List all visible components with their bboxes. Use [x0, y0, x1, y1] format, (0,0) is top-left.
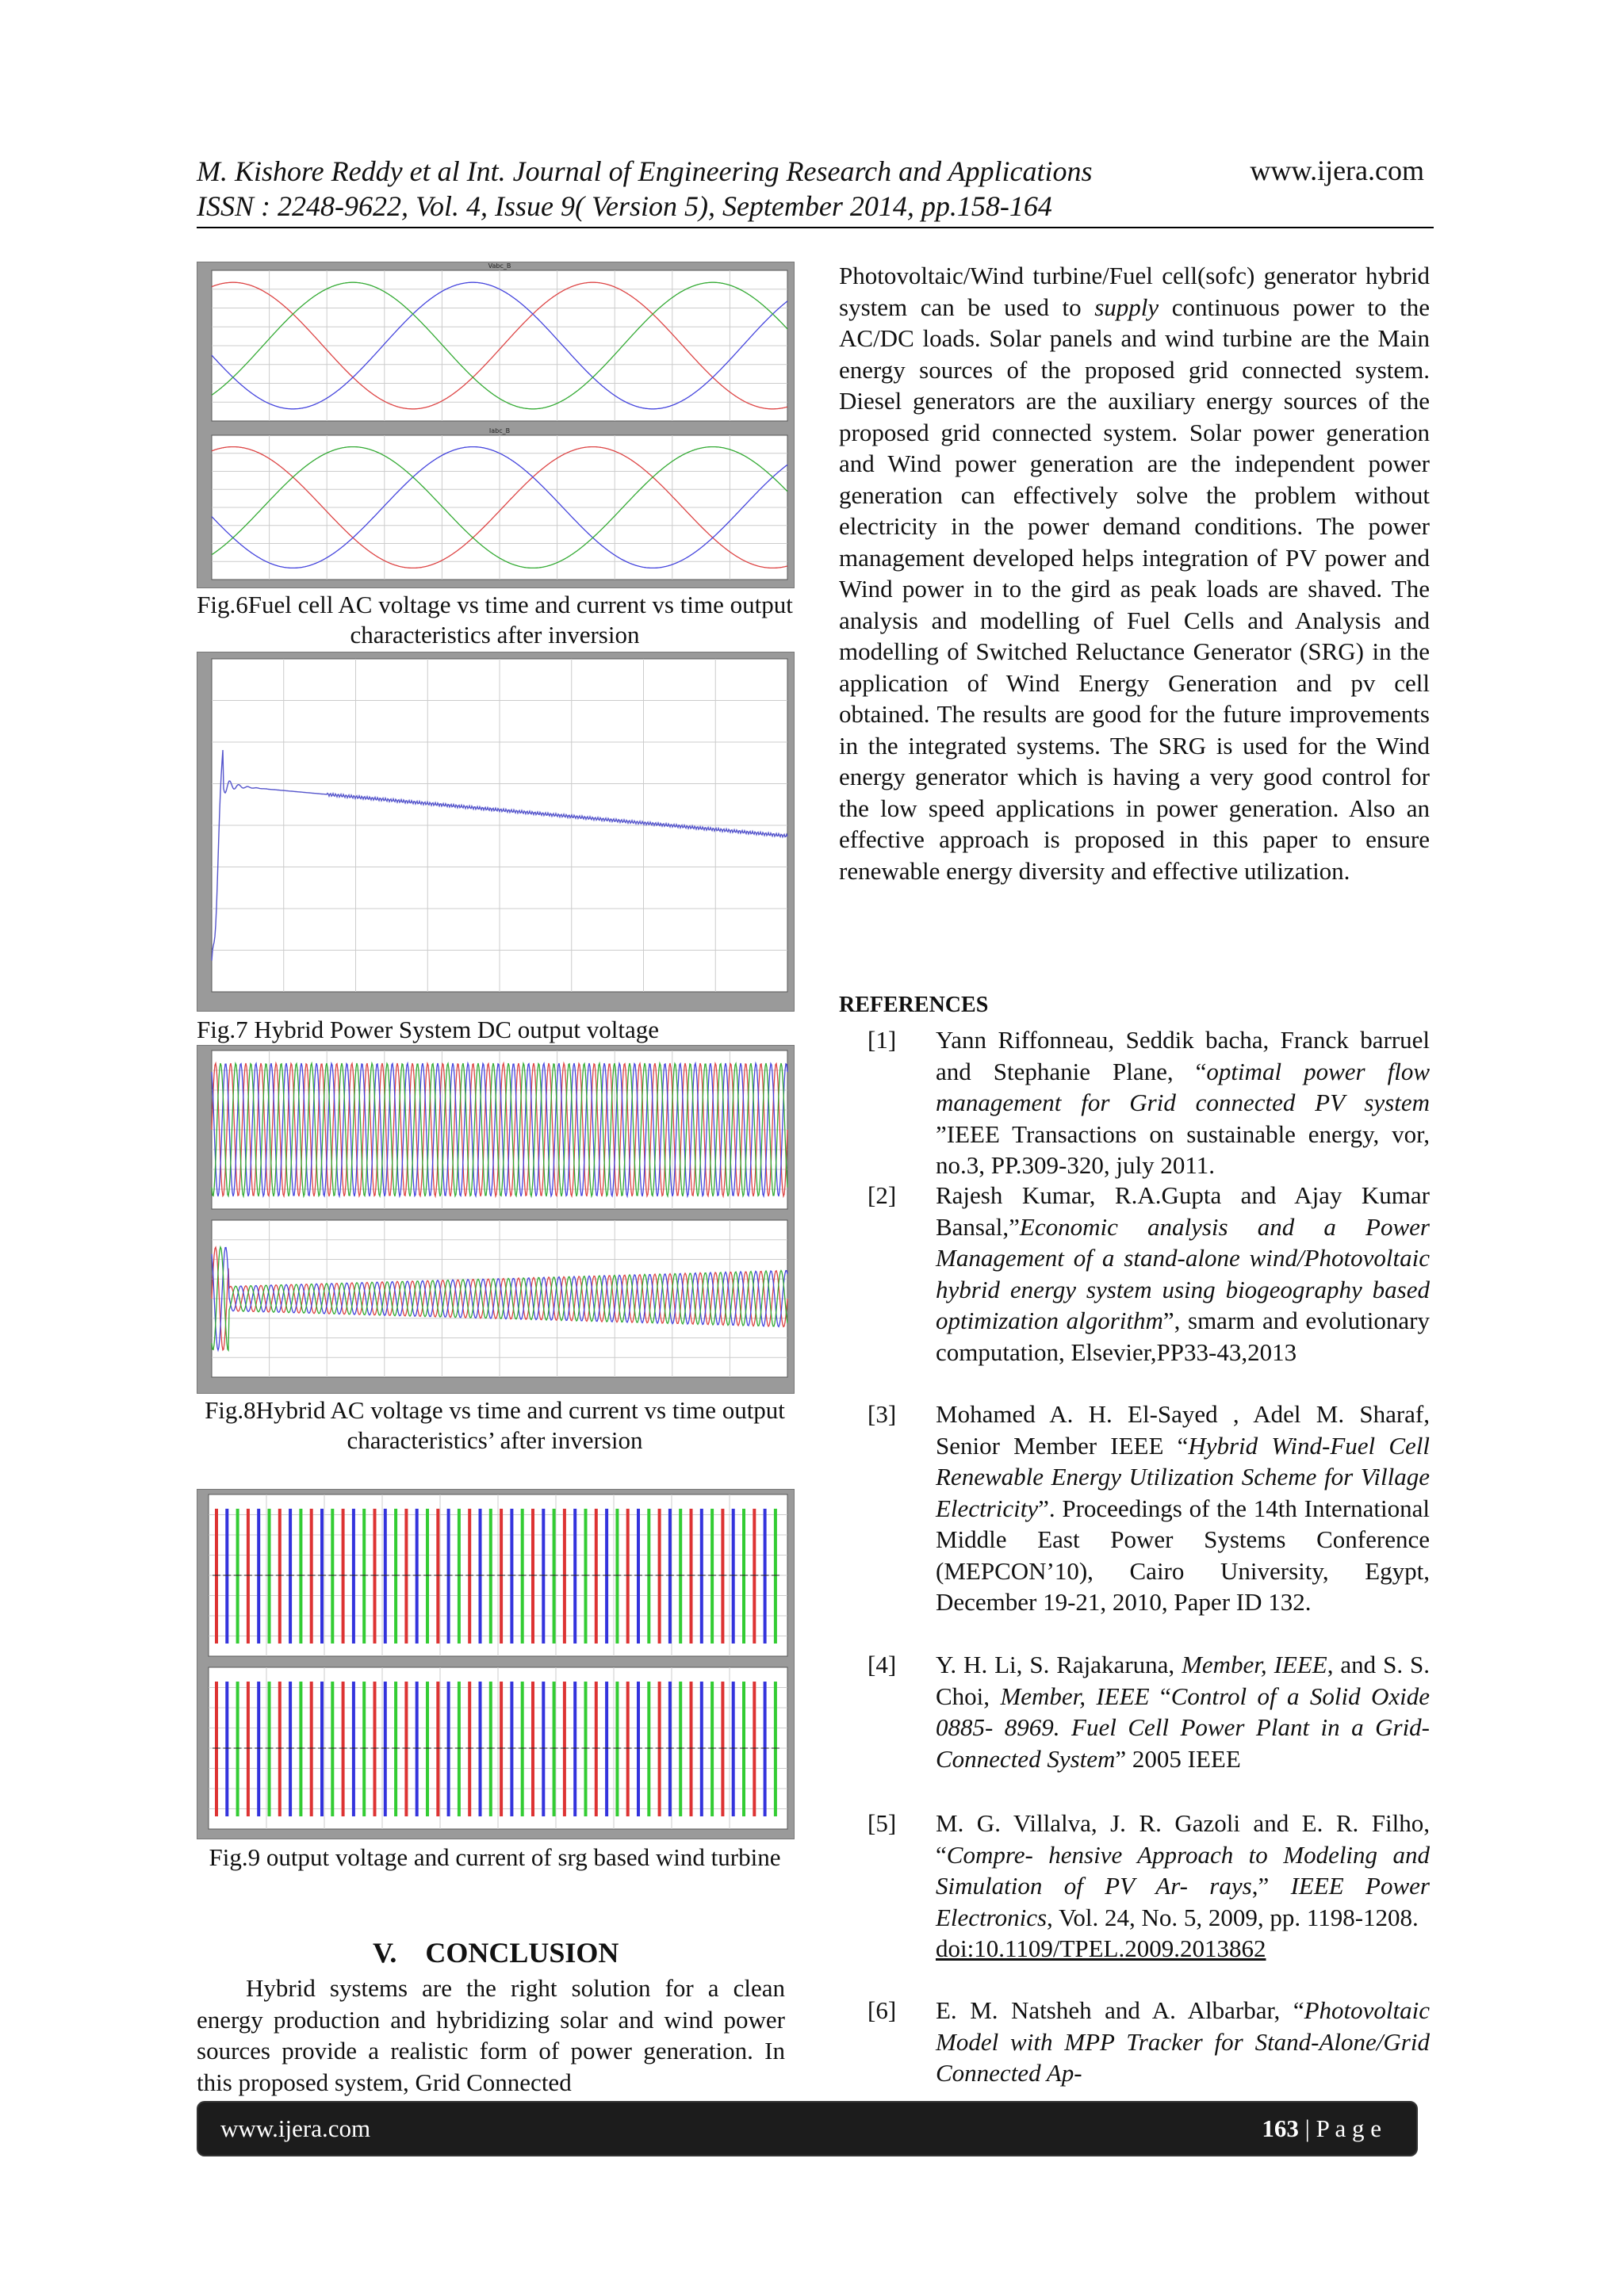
pulse-bar — [289, 1682, 292, 1816]
pulse-bar — [373, 1682, 377, 1816]
running-header-line1: M. Kishore Reddy et al Int. Journal of Engineering Research and Applications — [197, 155, 1093, 187]
footer-page-number — [1262, 2103, 1381, 2155]
pulse-bar — [500, 1509, 503, 1644]
reference-journal: IEEE Power Electronics — [936, 1872, 1430, 1931]
pulse-bar — [436, 1682, 439, 1816]
right-text-post: continuous power to the AC/DC loads. Solar panels and wind turbine are the Main energy sources of the proposed grid connected system. Diesel generators are the auxiliary energy sources of the proposed grid connected system. Solar power generation and Wind power generation are the independent power generation can effectively solve the problem without electricity in the power demand conditions. The power management developed helps integration of PV power and Wind power in to the gird as peak loads are shaved. The analysis and modelling of Fuel Cells and Analysis and modelling of Switched Reluctance Generator (SRG) in the application of Wind Energy Generation and pv cell obtained. The results are good for the future improvements in the integrated systems. The SRG is used for the Wind energy generator which is having a very good control for the low speed applications in power generation. Also an effective approach is proposed in this paper to ensure renewable energy diversity and effective utilization. — [839, 293, 1430, 885]
pulse-bar — [742, 1509, 745, 1644]
pulse-bar — [573, 1682, 576, 1816]
figure-6 — [197, 262, 795, 588]
reference-text: ,” — [1251, 1872, 1291, 1900]
pulse-bar — [563, 1682, 566, 1816]
pulse-bar — [352, 1682, 355, 1816]
panel-title: Iabc_B — [488, 427, 511, 434]
pulse-bar — [362, 1682, 366, 1816]
reference-text: , Vol. 24, No. 5, 2009, pp. 1198-1208. — [1047, 1903, 1419, 1931]
pulse-bar — [764, 1682, 767, 1816]
pulse-bar — [531, 1509, 534, 1644]
reference-text: ”. Proceedings of the 14th International Middle East Power Systems Conference (MEPCON’10), Cairo University, Egypt, December 19-21, 2010, Paper ID 132. — [936, 1494, 1430, 1616]
pulse-bar — [289, 1509, 292, 1644]
pulse-bar — [774, 1682, 777, 1816]
right-column-paragraph — [839, 260, 1430, 886]
reference-number: [1] — [868, 1026, 897, 1054]
pulse-bar — [299, 1509, 302, 1644]
figure-6-caption: Fig.6Fuel cell AC voltage vs time and current vs time output characteristics after inversion — [197, 591, 793, 649]
pulse-bar — [416, 1682, 419, 1816]
panel-title: Vabc_B — [488, 262, 511, 270]
reference-text: Y. H. Li, S. Rajakaruna, — [936, 1651, 1182, 1678]
figure-8-plot — [197, 1046, 794, 1393]
reference-affil: Member, IEEE — [1182, 1651, 1327, 1678]
pulse-bar — [553, 1682, 556, 1816]
pulse-bar — [595, 1682, 598, 1816]
pulse-bar — [299, 1682, 302, 1816]
pulse-bar — [753, 1682, 756, 1816]
pulse-bar — [658, 1509, 661, 1644]
reference-text: “ — [1149, 1682, 1171, 1710]
pulse-bar — [394, 1682, 397, 1816]
header-rule — [197, 227, 1434, 228]
pulse-bar — [278, 1509, 282, 1644]
pulse-bar — [510, 1682, 513, 1816]
pulse-bar — [510, 1509, 513, 1644]
pulse-bar — [236, 1509, 239, 1644]
running-header-line2: ISSN : 2248-9622, Vol. 4, Issue 9( Version 5), September 2014, pp.158-164 — [197, 190, 1052, 222]
pulse-bar — [542, 1509, 545, 1644]
pulse-bar — [679, 1509, 682, 1644]
pulse-bar — [352, 1509, 355, 1644]
pulse-bar — [384, 1509, 387, 1644]
header-url[interactable]: www.ijera.com — [1250, 155, 1424, 186]
pulse-bar — [458, 1509, 461, 1644]
pulse-bar — [595, 1509, 598, 1644]
pulse-bar — [500, 1682, 503, 1816]
pulse-bar — [531, 1682, 534, 1816]
reference-number: [4] — [868, 1651, 897, 1678]
reference-text: Rajesh Kumar, R.A.Gupta and Ajay Kumar Bansal,” — [936, 1181, 1430, 1241]
reference-number: [3] — [868, 1400, 897, 1428]
pulse-bar — [658, 1682, 661, 1816]
page-suffix: | P a g e — [1298, 2114, 1381, 2142]
pulse-bar — [732, 1509, 735, 1644]
reference-text: ”IEEE Transactions on sustainable energy, vor, no.3, PP.309-320, july 2011. — [936, 1119, 1430, 1179]
figure-7-plot — [197, 652, 794, 1011]
pulse-bar — [489, 1682, 492, 1816]
reference-text: M. G. Villalva, J. R. Gazoli and E. R. Filho, “ — [936, 1809, 1430, 1869]
reference-title: Compre- hensive Approach to Modeling and Simulation of PV Ar- rays — [936, 1840, 1430, 1900]
pulse-bar — [458, 1682, 461, 1816]
figure-9-caption: Fig.9 output voltage and current of srg based wind turbine — [209, 1843, 781, 1871]
pulse-bar — [584, 1509, 588, 1644]
pulse-bar — [479, 1682, 482, 1816]
pulse-bar — [753, 1509, 756, 1644]
conclusion-paragraph — [197, 1973, 785, 2098]
pulse-bar — [732, 1682, 735, 1816]
footer-url[interactable]: www.ijera.com — [220, 2114, 371, 2142]
pulse-bar — [416, 1509, 419, 1644]
pulse-bar — [700, 1509, 703, 1644]
reference-number: [5] — [868, 1809, 897, 1837]
reference-text: ” 2005 IEEE — [1115, 1744, 1241, 1773]
pulse-bar — [742, 1682, 745, 1816]
reference-text: , and S. S. Choi, — [936, 1651, 1431, 1710]
figure-8-caption: Fig.8Hybrid AC voltage vs time and current vs time output characteristics’ after inversion — [205, 1396, 785, 1454]
pulse-bar — [257, 1509, 260, 1644]
pulse-bar — [268, 1682, 271, 1816]
pulse-bar — [668, 1682, 672, 1816]
reference-title: Control of a Solid Oxide 0885- 8969. Fuel Cell Power Plant in a Grid-Connected System — [936, 1682, 1430, 1773]
pulse-bar — [690, 1682, 693, 1816]
section-title: CONCLUSION — [425, 1937, 619, 1969]
conclusion-text: Hybrid systems are the right solution for a clean energy production and hybridizing solar and wind power sources provide a realistic form of power generation. In this proposed system, Grid Connected — [197, 1974, 785, 2096]
pulse-bar — [521, 1509, 524, 1644]
pulse-bar — [605, 1682, 608, 1816]
pulse-bar — [331, 1509, 334, 1644]
page-footer — [197, 2101, 1418, 2156]
reference-affil: Member, IEEE — [1000, 1682, 1150, 1710]
pulse-bar — [447, 1509, 450, 1644]
pulse-bar — [310, 1509, 313, 1644]
pulse-bar — [394, 1509, 397, 1644]
reference-number: [6] — [868, 1996, 897, 2024]
pulse-bar — [553, 1509, 556, 1644]
figure-9-plot — [197, 1490, 794, 1839]
page-number: 163 — [1262, 2114, 1299, 2142]
reference-text: E. M. Natsheh and A. Albarbar, “ — [936, 1996, 1304, 2024]
reference-text: Yann Riffonneau, Seddik bacha, Franck barruel and Stephanie Plane, “ — [936, 1026, 1430, 1085]
pulse-bar — [320, 1509, 324, 1644]
right-text-pre: Photovoltaic/Wind turbine/Fuel cell(sofc) generator hybrid system can be used to — [839, 262, 1430, 321]
pulse-bar — [225, 1682, 228, 1816]
pulse-bar — [637, 1509, 640, 1644]
pulse-bar — [268, 1509, 271, 1644]
reference-doi-link[interactable]: doi:10.1109/TPEL.2009.2013862 — [936, 1934, 1266, 1962]
pulse-bar — [521, 1682, 524, 1816]
figure-9 — [197, 1489, 795, 1839]
pulse-bar — [764, 1509, 767, 1644]
pulse-bar — [310, 1682, 313, 1816]
pulse-bar — [215, 1682, 218, 1816]
reference-number: [2] — [868, 1181, 897, 1209]
references-heading: REFERENCES — [839, 993, 989, 1017]
pulse-bar — [647, 1509, 650, 1644]
reference-title: Photovoltaic Model with MPP Tracker for Stand-Alone/Grid Connected Ap- — [936, 1996, 1430, 2087]
pulse-bar — [404, 1509, 408, 1644]
section-number: V. — [373, 1937, 397, 1969]
pulse-bar — [690, 1509, 693, 1644]
pulse-bar — [721, 1509, 724, 1644]
reference-title: Hybrid Wind-Fuel Cell Renewable Energy Utilization Scheme for Village Electricity — [936, 1431, 1430, 1522]
pulse-bar — [404, 1682, 408, 1816]
figure-6-plot — [197, 262, 794, 587]
pulse-bar — [668, 1509, 672, 1644]
pulse-bar — [426, 1509, 429, 1644]
pulse-bar — [710, 1682, 714, 1816]
pulse-bar — [247, 1682, 250, 1816]
pulse-bar — [236, 1682, 239, 1816]
pulse-bar — [584, 1682, 588, 1816]
right-text-em: supply — [1094, 293, 1159, 321]
pulse-bar — [331, 1682, 334, 1816]
figure-7-caption: Fig.7 Hybrid Power System DC output voltage — [197, 1016, 659, 1043]
pulse-bar — [225, 1509, 228, 1644]
pulse-bar — [384, 1682, 387, 1816]
pulse-bar — [542, 1682, 545, 1816]
pulse-bar — [247, 1509, 250, 1644]
pulse-bar — [320, 1682, 324, 1816]
pulse-bar — [436, 1509, 439, 1644]
pulse-bar — [342, 1509, 345, 1644]
reference-text: Mohamed A. H. El-Sayed , Adel M. Sharaf, Senior Member IEEE “ — [936, 1400, 1430, 1460]
pulse-bar — [479, 1509, 482, 1644]
pulse-bar — [721, 1682, 724, 1816]
pulse-bar — [626, 1509, 630, 1644]
pulse-bar — [710, 1509, 714, 1644]
pulse-bar — [468, 1509, 471, 1644]
reference-title: optimal power flow management for Grid connected PV system — [936, 1057, 1430, 1116]
pulse-bar — [605, 1509, 608, 1644]
figure-7 — [197, 652, 795, 1012]
pulse-bar — [342, 1682, 345, 1816]
pulse-bar — [278, 1682, 282, 1816]
pulse-bar — [647, 1682, 650, 1816]
pulse-bar — [615, 1509, 619, 1644]
pulse-bar — [215, 1509, 218, 1644]
reference-text: ”, smarm and evolutionary computation, Elsevier,PP33-43,2013 — [936, 1307, 1430, 1366]
pulse-bar — [373, 1509, 377, 1644]
pulse-bar — [679, 1682, 682, 1816]
pulse-bar — [257, 1682, 260, 1816]
pulse-bar — [615, 1682, 619, 1816]
pulse-bar — [573, 1509, 576, 1644]
pulse-bar — [700, 1682, 703, 1816]
pulse-bar — [626, 1682, 630, 1816]
pulse-bar — [468, 1682, 471, 1816]
figure-8 — [197, 1045, 795, 1394]
pulse-bar — [447, 1682, 450, 1816]
pulse-bar — [362, 1509, 366, 1644]
reference-title: Economic analysis and a Power Management of a stand-alone wind/Photovoltaic hybrid energy system using biogeography based optimization algorithm — [936, 1212, 1430, 1334]
pulse-bar — [489, 1509, 492, 1644]
pulse-bar — [637, 1682, 640, 1816]
pulse-bar — [774, 1509, 777, 1644]
pulse-bar — [426, 1682, 429, 1816]
pulse-bar — [563, 1509, 566, 1644]
section-heading — [373, 1936, 619, 1969]
